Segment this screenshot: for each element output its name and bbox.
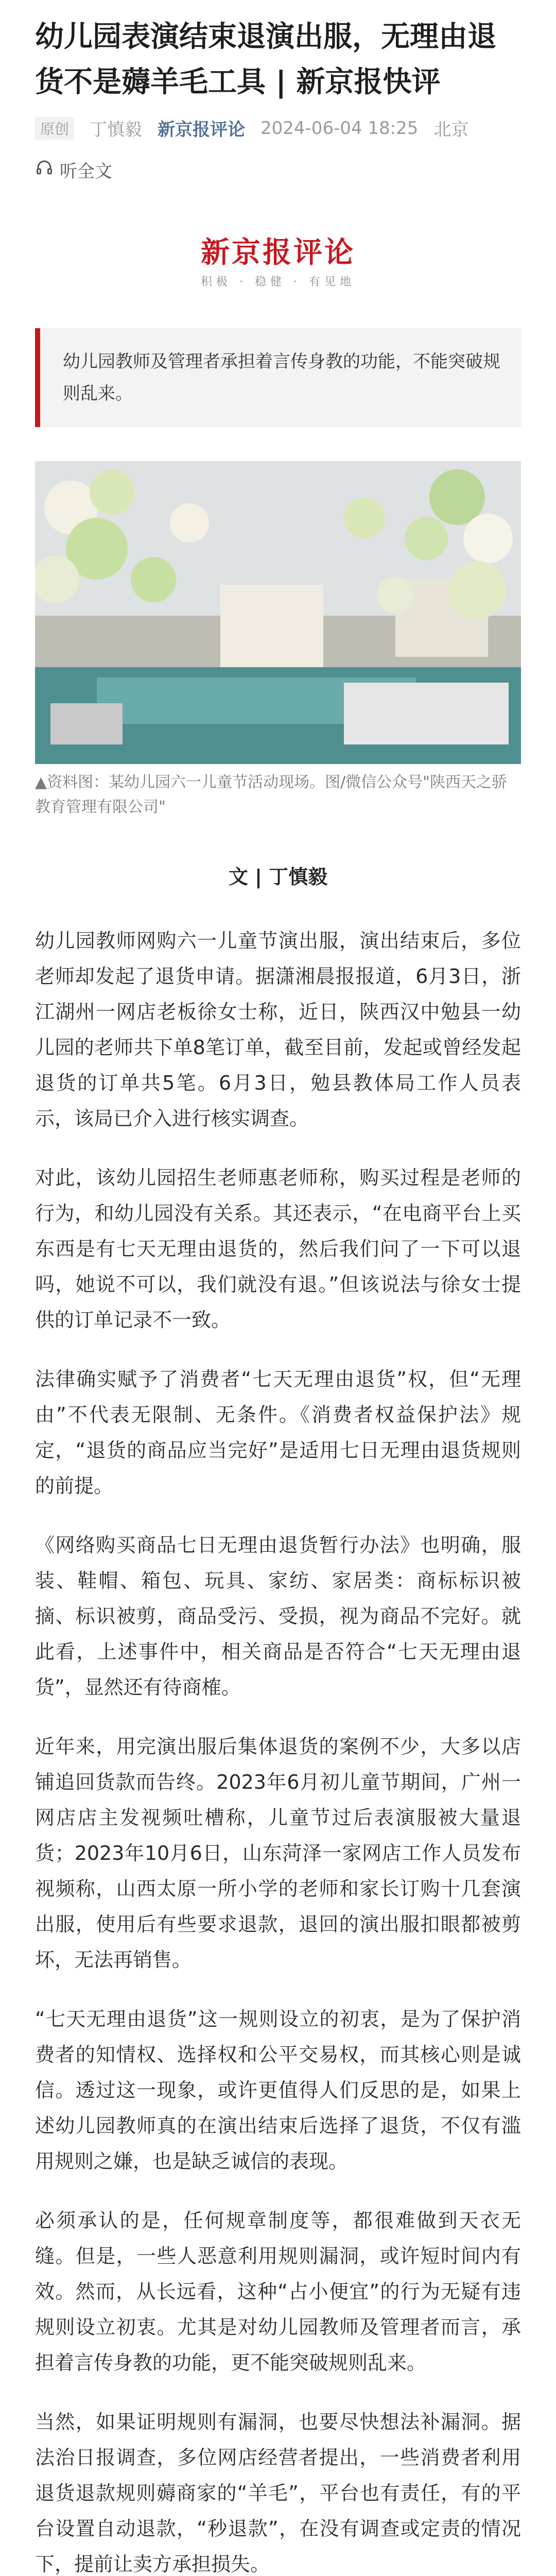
lead-quote: 幼儿园教师及管理者承担着言传身教的功能，不能突破规则乱来。 (35, 328, 521, 427)
publish-datetime: 2024-06-04 18:25 (260, 117, 419, 139)
paragraph: “七天无理由退货”这一规则设立的初衷，是为了保护消费者的知情权、选择权和公平交易权，而其核心则是诚信。透过这一现象，或许更值得人们反思的是，如果上述幼儿园教师真的在演出结束后选择了退货，不仅有滥用规则之嫌，也是缺乏诚信的表现。 (35, 2008, 521, 2173)
photo-caption: ▲资料图：某幼儿园六一儿童节活动现场。图/微信公众号"陕西天之骄教育管理有限公司" (35, 773, 507, 816)
original-badge: 原创 (35, 117, 74, 140)
balloon-decoration (170, 503, 209, 543)
article-title: 幼儿园表演结束退演出服，无理由退货不是薅羊毛工具 | 新京报快评 (35, 20, 496, 99)
column-logo (35, 230, 521, 289)
photo-illustration (35, 461, 521, 764)
listen-label: 听全文 (60, 161, 112, 182)
listen-button[interactable] (35, 157, 521, 182)
source-link[interactable]: 新京报评论 (158, 120, 246, 140)
paragraph: 近年来，用完演出服后集体退货的案例不少，大多以店铺追回货款而告终。2023年6月初儿童节期间，广州一网店店主发视频吐槽称，儿童节过后表演服被大量退货；2023年10月6日，山东菏泽一家网店工作人员发布视频称，山西太原一所小学的老师和家长订购十几套演出服，使用后有些要求退款，退回的演出服扣眼都被剪坏，无法再销售。 (35, 1735, 521, 1971)
logo-title: 新京报评论 (201, 235, 355, 269)
balloon-decoration (463, 514, 513, 563)
balloon-decoration (131, 557, 176, 602)
balloon-decoration (405, 517, 448, 560)
paragraph: 《网络购买商品七日无理由退货暂行办法》也明确，服装、鞋帽、箱包、玩具、家纺、家居类：商标标识被摘、标识被剪，商品受污、受损，视为商品不完好。就此看，上述事件中，相关商品是否符合“七天无理由退货”，显然还有待商榷。 (35, 1534, 521, 1699)
paragraph: 必须承认的是，任何规章制度等，都很难做到天衣无缝。但是，一些人恶意利用规则漏洞，或许短时间内有效。然而，从长远看，这种“占小便宜”的行为无疑有违规则设立初衷。尤其是对幼儿园教师及管理者而言，承担着言传身教的功能，更不能突破规则乱来。 (35, 2209, 521, 2374)
logo-slogan: 积极 · 稳健 · 有见地 (201, 276, 355, 289)
publish-location: 北京 (433, 120, 469, 140)
paragraph: 当然，如果证明规则有漏洞，也要尽快想法补漏洞。据法治日报调查，多位网店经营者提出，一些消费者利用退货退款规则薅商家的“羊毛”，平台也有责任，有的平台设置自动退款，“秒退款”，在没有调查或定责的情况下，提前让卖方承担损失。 (35, 2411, 521, 2575)
byline: 文 | 丁慎毅 (228, 866, 328, 888)
article-meta (35, 115, 521, 141)
paragraph: 法律确实赋予了消费者“七天无理由退货”权，但“无理由”不代表无限制、无条件。《消费者权益保护法》规定，“退货的商品应当完好”是适用七日无理由退货规则的前提。 (35, 1368, 521, 1497)
balloon-decoration (377, 577, 414, 614)
balloon-decoration (449, 561, 507, 619)
balloon-decoration (344, 497, 385, 538)
headphones-icon (35, 158, 54, 181)
balloon-decoration (90, 469, 135, 515)
paragraph: 对此，该幼儿园招生老师惠老师称，购买过程是老师的行为，和幼儿园没有关系。其还表示，“在电商平台上买东西是有七天无理由退货的，然后我们问了一下可以退吗，她说不可以，我们就没有退。”但该说法与徐女士提供的订单记录不一致。 (35, 1166, 521, 1331)
paragraph: 幼儿园教师网购六一儿童节演出服，演出结束后，多位老师却发起了退货申请。据潇湘晨报报道，6月3日，浙江湖州一网店老板徐女士称，近日，陕西汉中勉县一幼儿园的老师共下单8笔订单，截至目前，发起或曾经发起退货的订单共5笔。6月3日，勉县教体局工作人员表示，该局已介入进行核实调查。 (35, 929, 521, 1130)
author-name[interactable]: 丁慎毅 (90, 120, 143, 140)
article-photo[interactable] (35, 461, 521, 764)
